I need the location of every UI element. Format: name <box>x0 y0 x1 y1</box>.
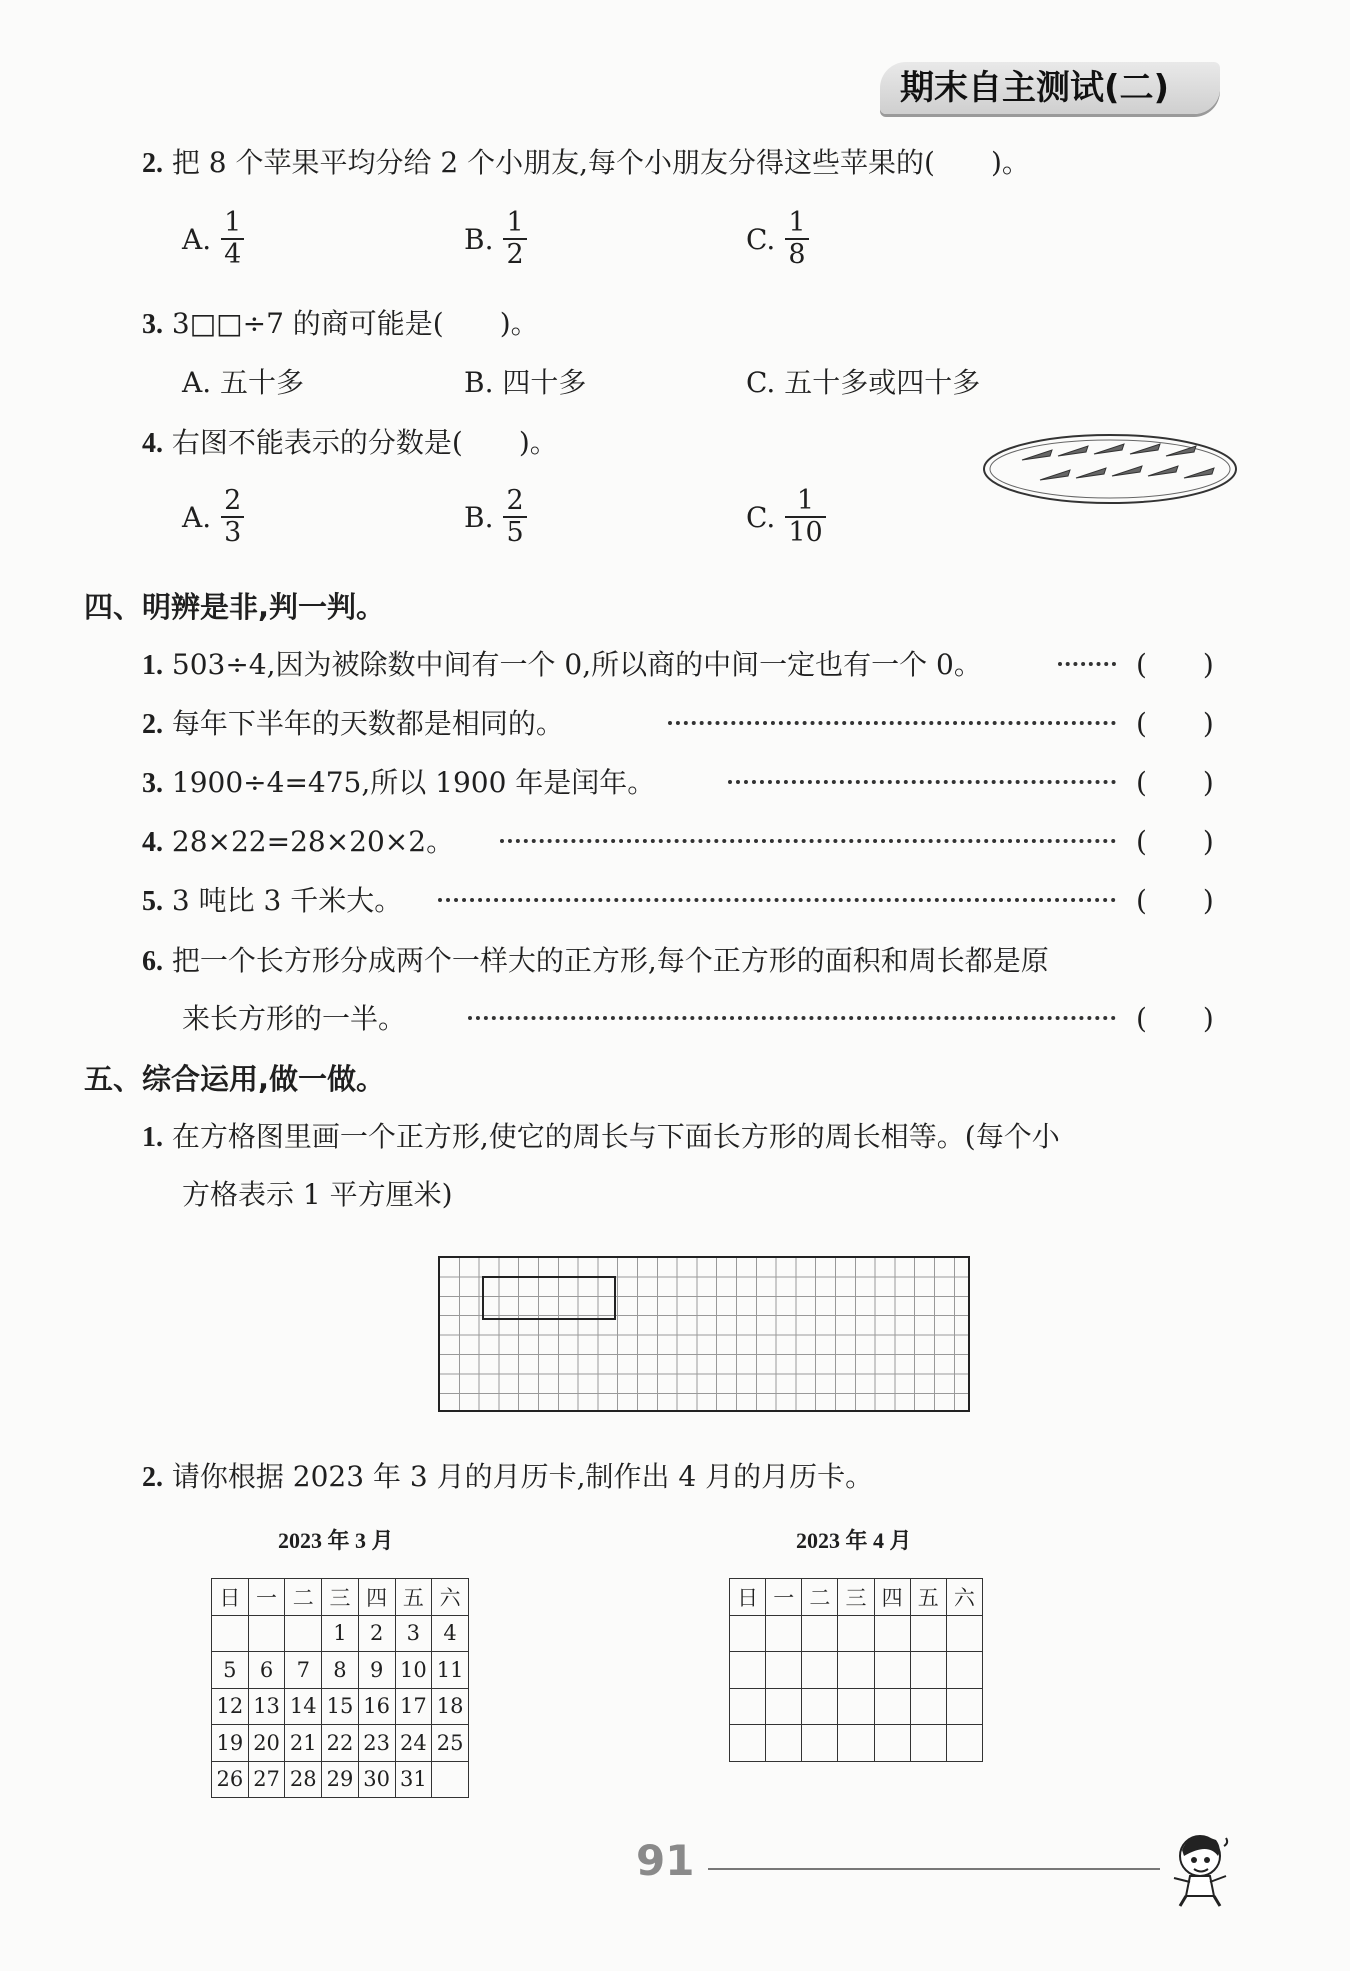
day-cell: 10 <box>395 1652 432 1689</box>
given-rectangle <box>482 1276 616 1320</box>
q3-option-b[interactable] <box>464 366 586 400</box>
carrots-plate-illustration <box>980 430 1240 508</box>
day-cell: 28 <box>285 1761 322 1798</box>
day-cell[interactable] <box>874 1652 910 1689</box>
day-cell: 22 <box>322 1725 359 1762</box>
applied-question-1-line2: 方格表示 1 平方厘米) <box>182 1178 453 1211</box>
day-cell <box>248 1615 285 1652</box>
question-number: 1. <box>142 1122 163 1153</box>
judge-item-5 <box>142 884 402 919</box>
day-cell[interactable] <box>946 1688 982 1725</box>
judge-item-4 <box>142 825 454 860</box>
option-label: A. <box>182 500 212 534</box>
judge-item-6-line2: 来长方形的一半。 <box>182 1002 407 1035</box>
day-cell: 30 <box>358 1761 395 1798</box>
denominator: 10 <box>785 516 825 548</box>
day-cell <box>285 1615 322 1652</box>
day-cell[interactable] <box>766 1615 802 1652</box>
day-cell[interactable] <box>874 1725 910 1762</box>
weekday-cell: 四 <box>358 1579 395 1616</box>
day-cell: 9 <box>358 1652 395 1689</box>
q2-option-b[interactable] <box>464 208 527 270</box>
day-cell: 20 <box>248 1725 285 1762</box>
fraction <box>503 486 526 548</box>
day-cell[interactable] <box>838 1688 874 1725</box>
weekday-cell: 五 <box>395 1579 432 1616</box>
leader-dots <box>468 1016 1116 1020</box>
weekday-cell: 四 <box>874 1579 910 1616</box>
carrot-icon <box>1130 444 1160 454</box>
option-text: 五十多或四十多 <box>784 366 981 399</box>
leader-dots <box>668 721 1116 725</box>
question-3 <box>142 307 539 342</box>
day-cell[interactable] <box>730 1615 766 1652</box>
judge-item-2 <box>142 707 564 742</box>
q2-option-c[interactable] <box>746 208 809 270</box>
day-cell <box>432 1761 469 1798</box>
day-cell[interactable] <box>766 1688 802 1725</box>
day-cell[interactable] <box>766 1652 802 1689</box>
option-label: A. <box>182 222 212 256</box>
day-cell: 18 <box>432 1688 469 1725</box>
weekday-cell: 日 <box>212 1579 249 1616</box>
day-cell: 27 <box>248 1761 285 1798</box>
day-cell[interactable] <box>730 1688 766 1725</box>
applied-question-1 <box>142 1120 1060 1155</box>
day-cell[interactable] <box>838 1652 874 1689</box>
carrot-icon <box>1148 466 1178 476</box>
item-text: 28×22=28×20×2。 <box>171 825 455 858</box>
week-row <box>212 1688 469 1725</box>
numerator: 2 <box>224 485 242 516</box>
day-cell[interactable] <box>802 1652 838 1689</box>
day-cell: 8 <box>322 1652 359 1689</box>
numerator: 1 <box>788 207 806 238</box>
day-cell: 29 <box>322 1761 359 1798</box>
option-label: C. <box>746 366 776 399</box>
carrot-icon <box>1166 446 1196 456</box>
judge-item-3 <box>142 766 655 801</box>
day-cell[interactable] <box>730 1725 766 1762</box>
question-number: 2. <box>142 1462 163 1493</box>
option-label: B. <box>464 222 494 256</box>
fraction <box>503 208 526 270</box>
numerator: 2 <box>506 485 524 516</box>
option-label: C. <box>746 500 776 534</box>
carrot-icon <box>1112 466 1142 476</box>
section-4-title: 四、明辨是非,判一判。 <box>84 590 386 624</box>
item-text: 3 吨比 3 千米大。 <box>171 884 403 917</box>
carrot-icon <box>1076 468 1106 478</box>
item-number: 5. <box>142 886 163 917</box>
page-number: 91 <box>636 1836 695 1885</box>
day-cell[interactable] <box>802 1725 838 1762</box>
day-cell: 4 <box>432 1615 469 1652</box>
weekday-cell: 一 <box>766 1579 802 1616</box>
day-cell: 21 <box>285 1725 322 1762</box>
day-cell: 26 <box>212 1761 249 1798</box>
header-title: 期末自主测试(二) <box>900 68 1170 108</box>
march-calendar-title: 2023 年 3 月 <box>278 1528 394 1553</box>
question-text: 请你根据 2023 年 3 月的月历卡,制作出 4 月的月历卡。 <box>171 1460 874 1493</box>
item-number: 2. <box>142 709 163 740</box>
q4-option-b[interactable] <box>464 486 527 548</box>
weekday-cell: 二 <box>802 1579 838 1616</box>
day-cell: 23 <box>358 1725 395 1762</box>
question-text: 把 8 个苹果平均分给 2 个小朋友,每个小朋友分得这些苹果的( )。 <box>171 146 1030 179</box>
day-cell: 17 <box>395 1688 432 1725</box>
april-calendar[interactable] <box>729 1578 983 1762</box>
week-row <box>730 1652 983 1689</box>
day-cell: 2 <box>358 1615 395 1652</box>
weekday-cell: 一 <box>248 1579 285 1616</box>
weekday-cell: 二 <box>285 1579 322 1616</box>
weekday-cell: 三 <box>322 1579 359 1616</box>
day-cell[interactable] <box>910 1688 946 1725</box>
carrot-icon <box>1040 470 1070 480</box>
carrot-icon <box>1184 468 1214 478</box>
weekday-row <box>212 1579 469 1616</box>
cartoon-mascot-icon <box>1160 1826 1240 1910</box>
day-cell[interactable] <box>910 1725 946 1762</box>
fraction <box>221 486 244 548</box>
day-cell[interactable] <box>838 1725 874 1762</box>
carrot-icon <box>1094 444 1124 454</box>
march-calendar <box>211 1578 469 1798</box>
weekday-cell: 日 <box>730 1579 766 1616</box>
day-cell[interactable] <box>802 1688 838 1725</box>
day-cell: 16 <box>358 1688 395 1725</box>
option-text: 五十多 <box>220 366 305 399</box>
answer-paren-1[interactable]: ( ) <box>1136 648 1214 681</box>
numerator: 1 <box>224 207 242 238</box>
day-cell[interactable] <box>730 1652 766 1689</box>
day-cell <box>212 1615 249 1652</box>
weekday-cell: 六 <box>946 1579 982 1616</box>
day-cell: 3 <box>395 1615 432 1652</box>
question-number: 3. <box>142 309 163 340</box>
item-number: 3. <box>142 768 163 799</box>
numerator: 1 <box>506 207 524 238</box>
question-number: 4. <box>142 428 163 459</box>
week-row <box>212 1725 469 1762</box>
day-cell: 1 <box>322 1615 359 1652</box>
question-text: 在方格图里画一个正方形,使它的周长与下面长方形的周长相等。(每个小 <box>171 1120 1060 1153</box>
day-cell[interactable] <box>838 1615 874 1652</box>
leader-dots <box>728 780 1116 784</box>
day-cell: 19 <box>212 1725 249 1762</box>
option-label: C. <box>746 222 776 256</box>
q3-option-a[interactable] <box>182 366 304 400</box>
question-text: 右图不能表示的分数是( )。 <box>171 426 558 459</box>
week-row <box>212 1761 469 1798</box>
leader-dots <box>500 839 1116 843</box>
footer-line <box>708 1868 1160 1870</box>
weekday-row <box>730 1579 983 1616</box>
leader-dots <box>1058 662 1116 666</box>
question-2 <box>142 146 1030 181</box>
option-label: A. <box>182 366 212 399</box>
option-label: B. <box>464 500 494 534</box>
denominator: 3 <box>221 516 244 548</box>
day-cell: 13 <box>248 1688 285 1725</box>
item-number: 4. <box>142 827 163 858</box>
week-row <box>730 1725 983 1762</box>
fraction <box>785 486 825 548</box>
option-label: B. <box>464 366 494 399</box>
q2-option-a[interactable] <box>182 208 244 270</box>
q4-option-c[interactable] <box>746 486 826 548</box>
day-cell: 25 <box>432 1725 469 1762</box>
day-cell: 31 <box>395 1761 432 1798</box>
april-calendar-title: 2023 年 4 月 <box>796 1528 912 1553</box>
carrot-icon <box>1058 446 1088 456</box>
fraction <box>221 208 244 270</box>
day-cell[interactable] <box>874 1688 910 1725</box>
weekday-cell: 三 <box>838 1579 874 1616</box>
q3-option-c[interactable] <box>746 366 980 400</box>
leader-dots <box>438 898 1116 902</box>
question-text: 3□□÷7 的商可能是( )。 <box>171 307 539 340</box>
week-row <box>730 1688 983 1725</box>
carrot-icon <box>1022 450 1052 460</box>
day-cell: 12 <box>212 1688 249 1725</box>
weekday-cell: 五 <box>910 1579 946 1616</box>
question-4 <box>142 426 558 461</box>
fraction <box>785 208 808 270</box>
q4-option-a[interactable] <box>182 486 244 548</box>
answer-paren-3[interactable]: ( ) <box>1136 766 1214 799</box>
day-cell[interactable] <box>874 1615 910 1652</box>
day-cell[interactable] <box>766 1725 802 1762</box>
option-text: 四十多 <box>502 366 587 399</box>
weekday-cell: 六 <box>432 1579 469 1616</box>
day-cell[interactable] <box>946 1615 982 1652</box>
answer-paren-4[interactable]: ( ) <box>1136 825 1214 858</box>
item-text: 每年下半年的天数都是相同的。 <box>171 707 564 740</box>
day-cell: 15 <box>322 1688 359 1725</box>
item-text: 503÷4,因为被除数中间有一个 0,所以商的中间一定也有一个 0。 <box>171 648 982 681</box>
question-number: 2. <box>142 148 163 179</box>
section-5-title: 五、综合运用,做一做。 <box>84 1062 386 1096</box>
applied-question-2 <box>142 1460 873 1495</box>
day-cell[interactable] <box>910 1652 946 1689</box>
day-cell: 14 <box>285 1688 322 1725</box>
answer-paren-2[interactable]: ( ) <box>1136 707 1214 740</box>
item-text: 把一个长方形分成两个一样大的正方形,每个正方形的面积和周长都是原 <box>171 944 1049 977</box>
day-cell: 5 <box>212 1652 249 1689</box>
item-number: 1. <box>142 650 163 681</box>
day-cell[interactable] <box>802 1615 838 1652</box>
day-cell[interactable] <box>946 1725 982 1762</box>
day-cell: 6 <box>248 1652 285 1689</box>
week-row <box>212 1615 469 1652</box>
day-cell: 7 <box>285 1652 322 1689</box>
denominator: 2 <box>503 238 526 270</box>
week-row <box>212 1652 469 1689</box>
judge-item-1 <box>142 648 982 683</box>
judge-item-6 <box>142 944 1049 979</box>
day-cell[interactable] <box>946 1652 982 1689</box>
answer-paren-6[interactable]: ( ) <box>1136 1002 1214 1035</box>
item-number: 6. <box>142 946 163 977</box>
denominator: 5 <box>503 516 526 548</box>
denominator: 4 <box>221 238 244 270</box>
day-cell: 24 <box>395 1725 432 1762</box>
item-text: 1900÷4=475,所以 1900 年是闰年。 <box>171 766 656 799</box>
denominator: 8 <box>785 238 808 270</box>
numerator: 1 <box>796 485 815 516</box>
day-cell: 11 <box>432 1652 469 1689</box>
answer-paren-5[interactable]: ( ) <box>1136 884 1214 917</box>
week-row <box>730 1615 983 1652</box>
day-cell[interactable] <box>910 1615 946 1652</box>
